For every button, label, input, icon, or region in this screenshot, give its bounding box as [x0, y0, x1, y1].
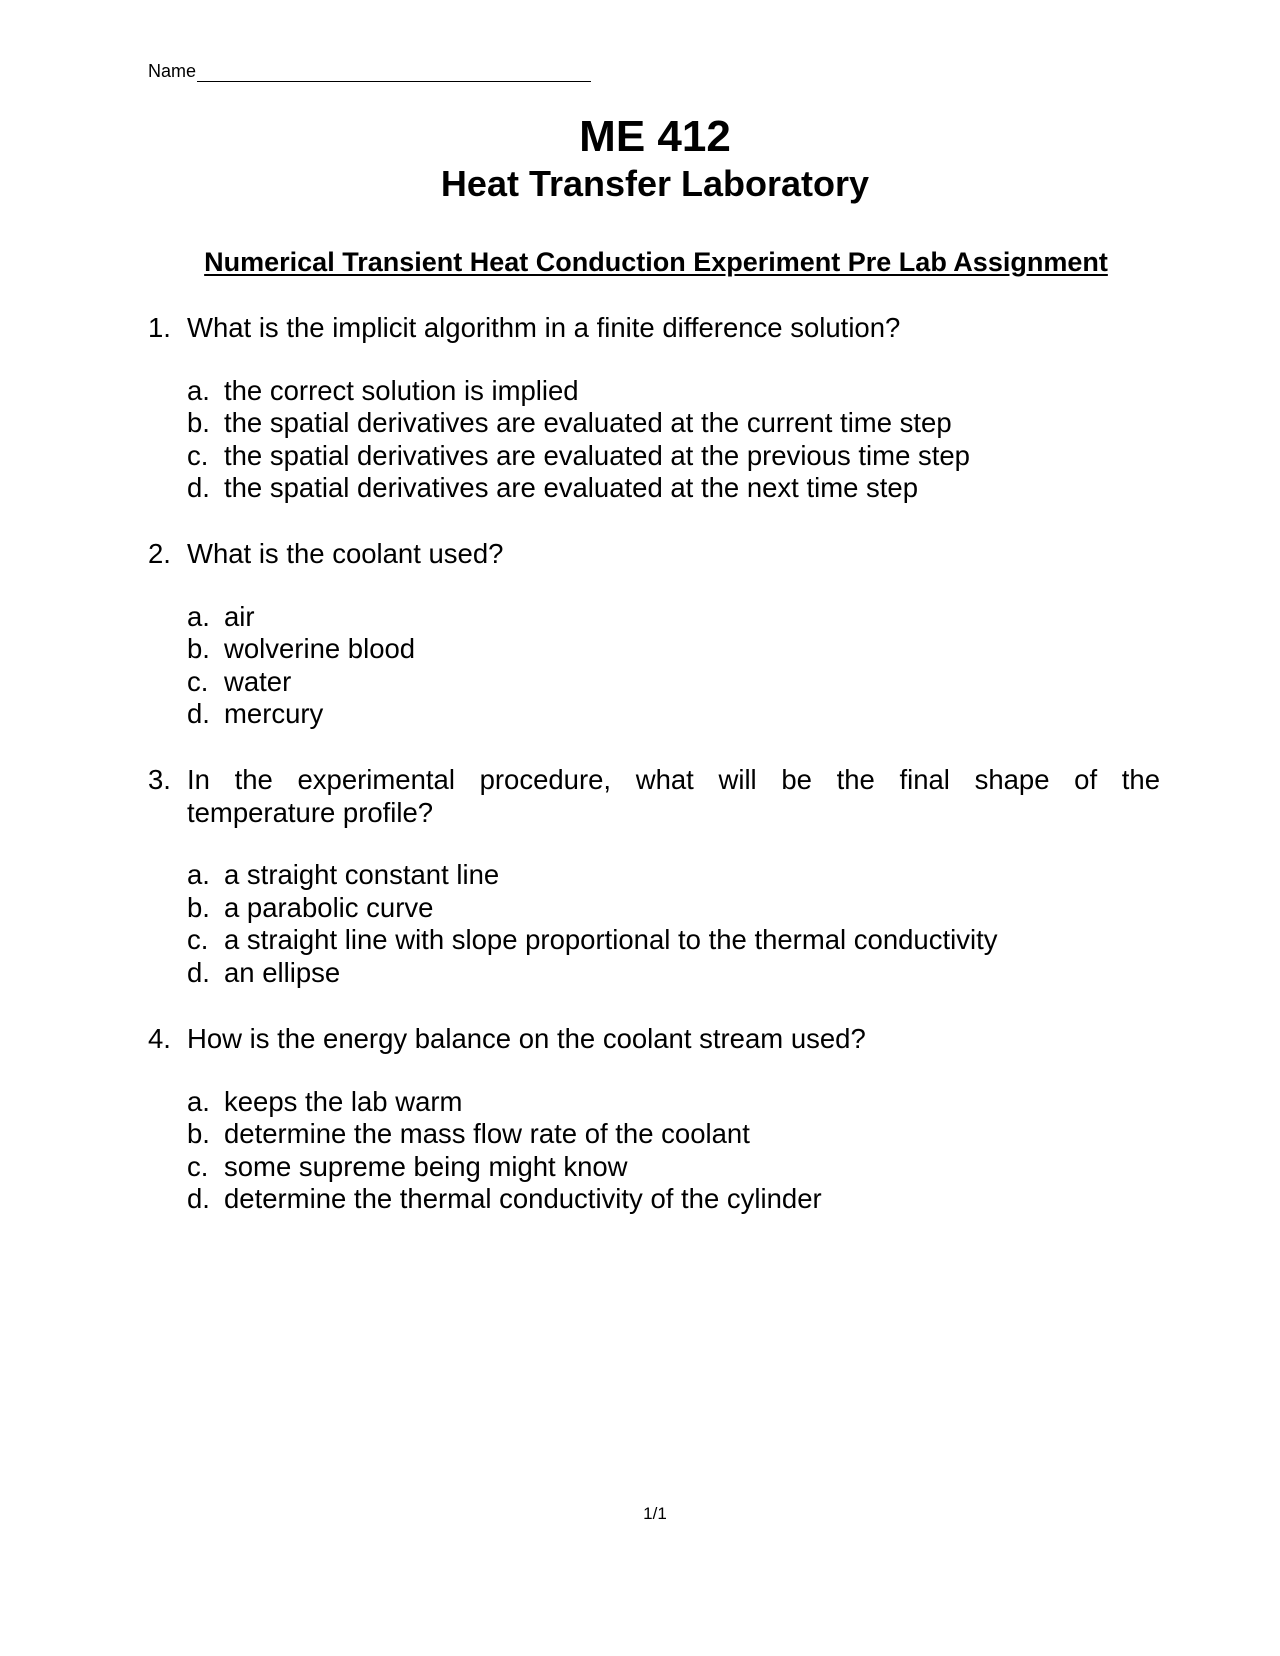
option-letter: a. [187, 1085, 210, 1117]
question-1 [148, 312, 1160, 505]
option-text: the spatial derivatives are evaluated at the next time step [224, 472, 919, 503]
question-stem [148, 764, 1160, 829]
option-text: a straight line with slope proportional to the thermal conductivity [224, 924, 998, 955]
option-text: wolverine blood [224, 633, 416, 664]
answer-options [148, 1086, 1160, 1216]
option-text: mercury [224, 698, 324, 729]
option-letter: d. [187, 1183, 210, 1214]
answer-option [148, 1086, 1160, 1119]
answer-option [148, 1183, 1160, 1216]
question-2 [148, 538, 1160, 731]
answer-option [148, 859, 1160, 892]
name-label: Name [148, 61, 197, 81]
option-text: some supreme being might know [224, 1150, 628, 1182]
option-letter: d. [187, 698, 210, 729]
name-field [148, 60, 591, 82]
answer-option [148, 601, 1160, 634]
name-blank-line [197, 62, 591, 82]
answer-option [148, 633, 1160, 666]
option-text: air [224, 600, 255, 632]
answer-option [148, 892, 1160, 925]
question-stem [148, 312, 1160, 345]
option-text: the spatial derivatives are evaluated at the previous time step [224, 439, 970, 471]
question-stem [148, 538, 1160, 571]
assignment-title: Numerical Transient Heat Conduction Experiment Pre Lab Assignment [204, 247, 1108, 277]
answer-option [148, 472, 1160, 505]
course-code: ME 412 [579, 112, 731, 161]
option-letter: a. [187, 859, 210, 890]
question-stem [148, 1023, 1160, 1056]
question-text-line: In the experimental procedure, what will be the final shape of the [187, 764, 1160, 795]
option-letter: b. [187, 407, 210, 438]
option-letter: a. [187, 600, 210, 632]
question-text [187, 764, 1160, 829]
option-letter: c. [187, 665, 209, 697]
question-number: 2. [148, 538, 171, 569]
option-letter: d. [187, 956, 210, 988]
answer-option [148, 1118, 1160, 1151]
page-number: 1/1 [643, 1504, 667, 1523]
question-text-line: temperature profile? [187, 796, 434, 828]
answer-option [148, 1151, 1160, 1184]
answer-option [148, 440, 1160, 473]
answer-option [148, 666, 1160, 699]
option-letter: b. [187, 633, 210, 664]
option-text: an ellipse [224, 956, 341, 988]
answer-option [148, 407, 1160, 440]
answer-options [148, 859, 1160, 989]
option-text: determine the thermal conductivity of the cylinder [224, 1183, 822, 1214]
option-letter: b. [187, 1118, 210, 1149]
option-text: water [224, 665, 292, 697]
course-title: Heat Transfer Laboratory [440, 163, 870, 204]
answer-options [148, 375, 1160, 505]
option-text: a straight constant line [224, 859, 500, 890]
answer-option [148, 698, 1160, 731]
option-letter: c. [187, 439, 209, 471]
option-letter: b. [187, 891, 210, 923]
question-text: What is the implicit algorithm in a finite difference solution? [187, 312, 901, 343]
option-letter: a. [187, 374, 210, 406]
question-number: 3. [148, 764, 171, 795]
question-text: What is the coolant used? [187, 538, 504, 569]
question-4 [148, 1023, 1160, 1216]
option-letter: c. [187, 1150, 209, 1182]
answer-option [148, 957, 1160, 990]
option-text: the correct solution is implied [224, 374, 579, 406]
answer-options [148, 601, 1160, 731]
answer-option [148, 924, 1160, 957]
option-text: a parabolic curve [224, 891, 434, 923]
question-number: 1. [148, 312, 171, 343]
option-text: the spatial derivatives are evaluated at the current time step [224, 407, 952, 438]
option-text: keeps the lab warm [224, 1085, 463, 1117]
option-text: determine the mass flow rate of the coolant [224, 1118, 750, 1149]
question-3 [148, 764, 1160, 989]
option-letter: c. [187, 924, 209, 955]
answer-option [148, 375, 1160, 408]
question-number: 4. [148, 1023, 171, 1054]
option-letter: d. [187, 472, 210, 503]
question-text: How is the energy balance on the coolant stream used? [187, 1023, 866, 1054]
